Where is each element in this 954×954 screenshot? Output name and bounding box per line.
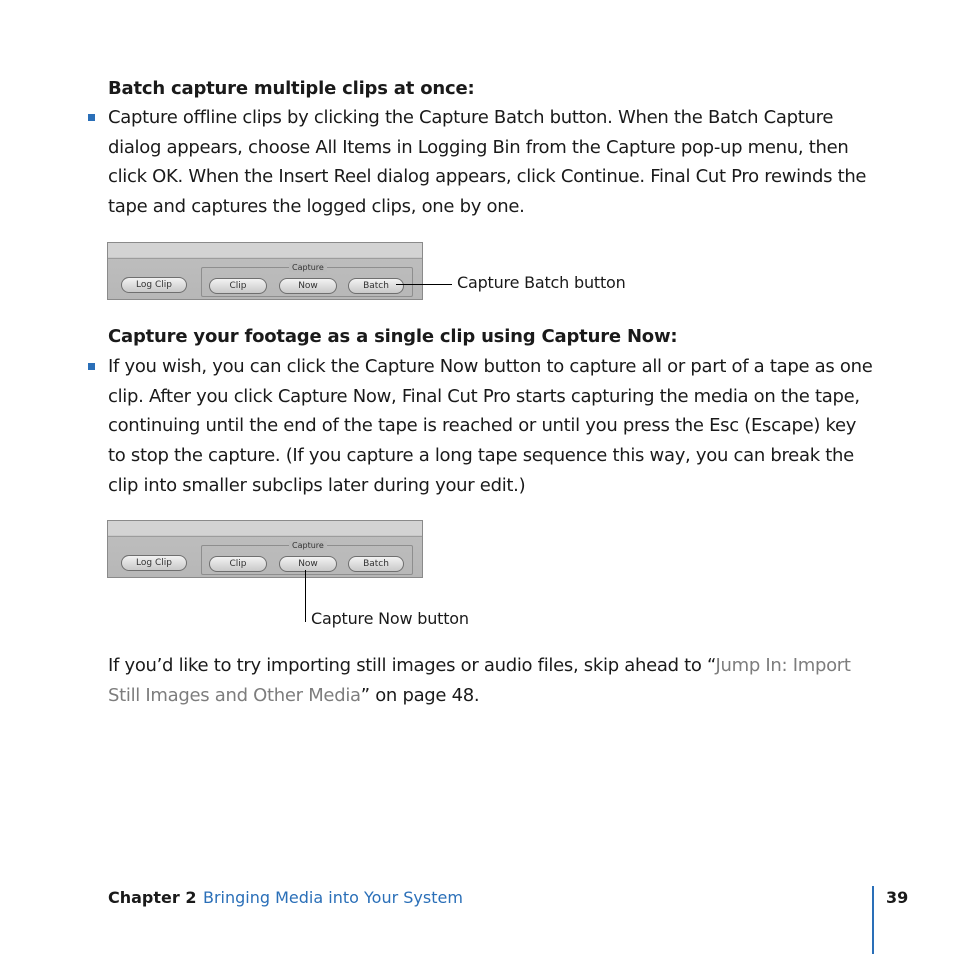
paragraph-line: clip into smaller subclips later during your edit.) xyxy=(108,474,526,496)
log-clip-button[interactable]: Log Clip xyxy=(121,277,187,293)
paragraph-line: click OK. When the Insert Reel dialog appears, click Continue. Final Cut Pro rewinds the xyxy=(108,166,867,188)
paragraph-line: clip. After you click Capture Now, Final Cut Pro starts capturing the media on the tape, xyxy=(108,385,860,407)
section-heading-now: Capture your footage as a single clip using Capture Now: xyxy=(108,326,678,347)
callout-line-now xyxy=(305,570,306,622)
bullet-marker xyxy=(88,363,95,370)
capture-panel-screenshot xyxy=(107,242,423,300)
paragraph-line: dialog appears, choose All Items in Logging Bin from the Capture pop-up menu, then xyxy=(108,136,849,158)
paragraph-line: continuing until the end of the tape is reached or until you press the Esc (Escape) key xyxy=(108,415,857,437)
capture-clip-button[interactable]: Clip xyxy=(209,556,267,572)
footer-divider xyxy=(872,886,874,954)
bullet-marker xyxy=(88,114,95,121)
panel-divider xyxy=(108,258,422,259)
capture-batch-button[interactable]: Batch xyxy=(348,556,404,572)
paragraph-line: tape and captures the logged clips, one by one. xyxy=(108,196,525,218)
paragraph-now xyxy=(108,352,888,501)
paragraph-batch xyxy=(108,103,888,222)
log-clip-button[interactable]: Log Clip xyxy=(121,555,187,571)
capture-group-label: Capture xyxy=(289,541,327,550)
section-heading-batch: Batch capture multiple clips at once: xyxy=(108,78,475,99)
cross-reference-link[interactable]: Still Images and Other Media xyxy=(108,684,361,706)
closing-text: ” on page 48. xyxy=(360,684,480,706)
paragraph-line xyxy=(108,651,888,681)
capture-now-button[interactable]: Now xyxy=(279,556,337,572)
callout-now-label: Capture Now button xyxy=(311,609,469,628)
panel-divider xyxy=(108,536,422,537)
paragraph-closing xyxy=(108,651,888,710)
closing-text: If you’d like to try importing still images or audio files, skip ahead to “ xyxy=(108,655,716,676)
footer-chapter-title: Bringing Media into Your System xyxy=(203,888,463,907)
paragraph-line: Capture offline clips by clicking the Capture Batch button. When the Batch Capture xyxy=(108,107,834,128)
paragraph-line: to stop the capture. (If you capture a long tape sequence this way, you can break the xyxy=(108,445,854,467)
cross-reference-link[interactable]: Jump In: Import xyxy=(715,655,851,676)
page-number: 39 xyxy=(886,888,909,907)
capture-panel-screenshot xyxy=(107,520,423,578)
paragraph-line xyxy=(108,681,888,711)
footer-chapter: Chapter 2 xyxy=(108,888,197,907)
paragraph-line: If you wish, you can click the Capture Now button to capture all or part of a tape as one xyxy=(108,356,873,377)
callout-line-batch xyxy=(396,284,452,285)
capture-batch-button[interactable]: Batch xyxy=(348,278,404,294)
capture-clip-button[interactable]: Clip xyxy=(209,278,267,294)
capture-now-button[interactable]: Now xyxy=(279,278,337,294)
capture-group-label: Capture xyxy=(289,263,327,272)
callout-batch-label: Capture Batch button xyxy=(457,273,626,292)
